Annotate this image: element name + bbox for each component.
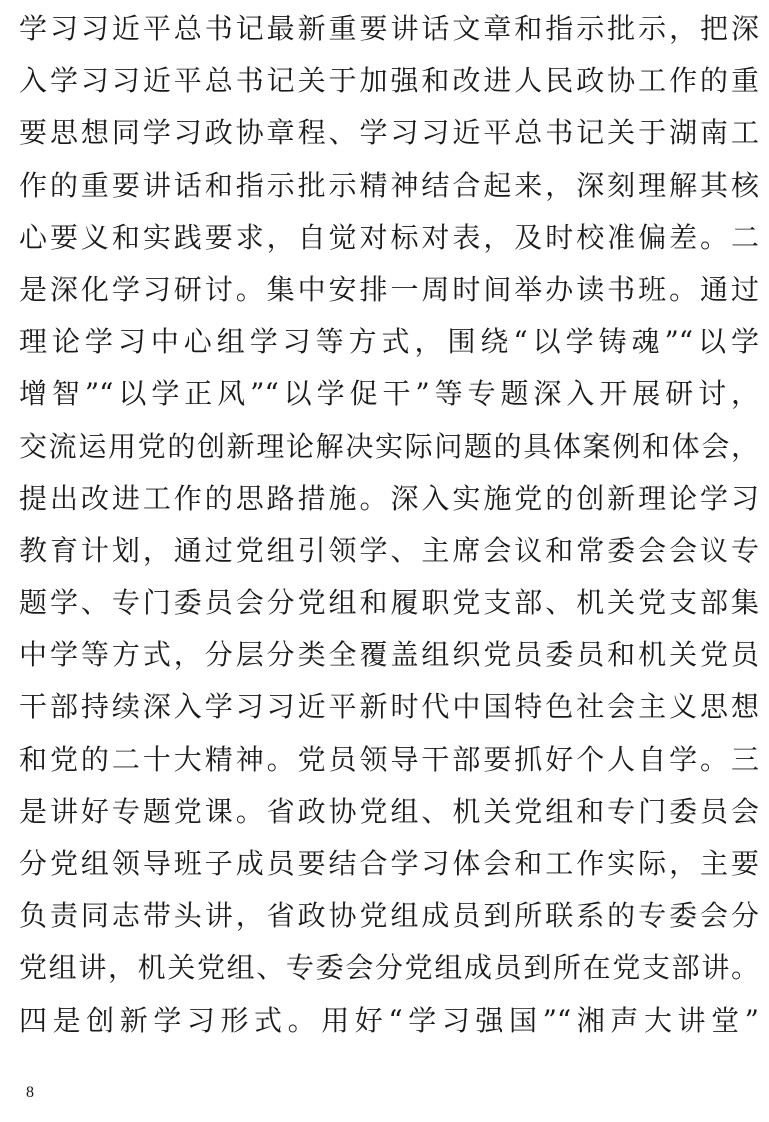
- text-line: 四是创新学习形式。用好“学习强国”“湘声大讲堂”: [19, 1003, 759, 1037]
- text-line: 负责同志带头讲，省政协党组成员到所联系的专委会分: [19, 899, 759, 933]
- text-line: 交流运用党的创新理论解决实际问题的具体案例和体会，: [19, 429, 759, 463]
- text-line: 是深化学习研讨。集中安排一周时间举办读书班。通过: [19, 272, 759, 306]
- text-line: 干部持续深入学习习近平新时代中国特色社会主义思想: [19, 690, 759, 724]
- text-line: 作的重要讲话和指示批示精神结合起来，深刻理解其核: [19, 168, 759, 202]
- text-line: 入学习习近平总书记关于加强和改进人民政协工作的重: [19, 64, 759, 98]
- text-line: 学习习近平总书记最新重要讲话文章和指示批示，把深: [19, 12, 759, 45]
- page-number: 8: [26, 1084, 34, 1101]
- text-line: 和党的二十大精神。党员领导干部要抓好个人自学。三: [19, 742, 759, 776]
- text-line: 党组讲，机关党组、专委会分党组成员到所在党支部讲。: [19, 951, 759, 985]
- text-line: 教育计划，通过党组引领学、主席会议和常委会会议专: [19, 533, 759, 567]
- body-text: [19, 3, 759, 1047]
- text-line: 要思想同学习政协章程、学习习近平总书记关于湖南工: [19, 116, 759, 150]
- text-line: 心要义和实践要求，自觉对标对表，及时校准偏差。二: [19, 220, 759, 254]
- text-line: 题学、专门委员会分党组和履职党支部、机关党支部集: [19, 586, 759, 620]
- text-line: 分党组领导班子成员要结合学习体会和工作实际，主要: [19, 847, 759, 880]
- text-line: 提出改进工作的思路措施。深入实施党的创新理论学习: [19, 481, 759, 515]
- text-line: 增智”“以学正风”“以学促干”等专题深入开展研讨，: [19, 377, 759, 411]
- text-line: 中学等方式，分层分类全覆盖组织党员委员和机关党员: [19, 638, 759, 672]
- text-line: 是讲好专题党课。省政协党组、机关党组和专门委员会: [19, 794, 759, 828]
- text-line: 理论学习中心组学习等方式，围绕“以学铸魂”“以学: [19, 325, 759, 359]
